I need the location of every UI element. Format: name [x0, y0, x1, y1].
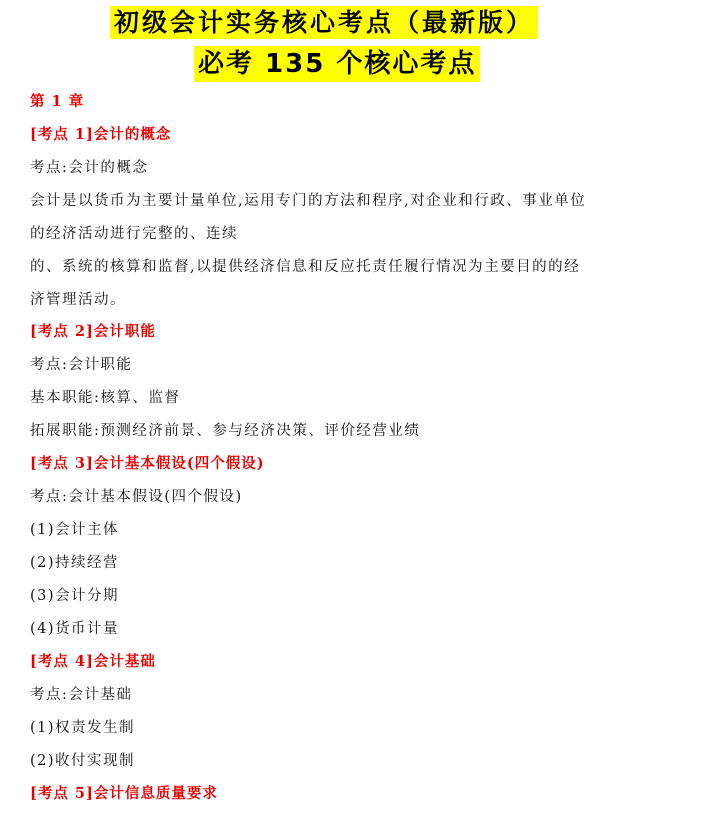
body-text-line: 的经济活动进行完整的、连续	[30, 226, 238, 242]
body-text-line: 拓展职能:预测经济前景、参与经济决策、评价经营业绩	[30, 423, 421, 439]
topic-label-2: 考点:会计职能	[30, 357, 133, 373]
topic-label-3: 考点:会计基本假设(四个假设)	[30, 489, 243, 505]
body-text-line: 的、系统的核算和监督,以提供经济信息和反应托责任履行情况为主要目的的经	[30, 259, 581, 275]
topic-heading-1: [考点 1]会计的概念	[30, 126, 172, 143]
topic-label-4: 考点:会计基础	[30, 687, 133, 703]
topic-heading-5: [考点 5]会计信息质量要求	[30, 785, 218, 802]
document-title: 初级会计实务核心考点（最新版）	[110, 6, 538, 39]
chapter-heading: 第 1 章	[30, 93, 85, 110]
topic-heading-3: [考点 3]会计基本假设(四个假设)	[30, 455, 265, 472]
document-subtitle: 必考 135 个核心考点	[194, 46, 480, 82]
list-item: (3)会计分期	[30, 588, 120, 604]
list-item: (2)持续经营	[30, 555, 120, 571]
list-item: (2)收付实现制	[30, 753, 136, 769]
topic-label-1: 考点:会计的概念	[30, 160, 149, 176]
list-item: (1)会计主体	[30, 522, 120, 538]
topic-heading-2: [考点 2]会计职能	[30, 323, 156, 340]
body-text-line: 会计是以货币为主要计量单位,运用专门的方法和程序,对企业和行政、事业单位	[30, 193, 587, 209]
body-text-line: 基本职能:核算、监督	[30, 390, 181, 406]
list-item: (4)货币计量	[30, 621, 120, 637]
body-text-line: 济管理活动。	[30, 292, 126, 308]
list-item: (1)权责发生制	[30, 720, 136, 736]
topic-heading-4: [考点 4]会计基础	[30, 653, 156, 670]
